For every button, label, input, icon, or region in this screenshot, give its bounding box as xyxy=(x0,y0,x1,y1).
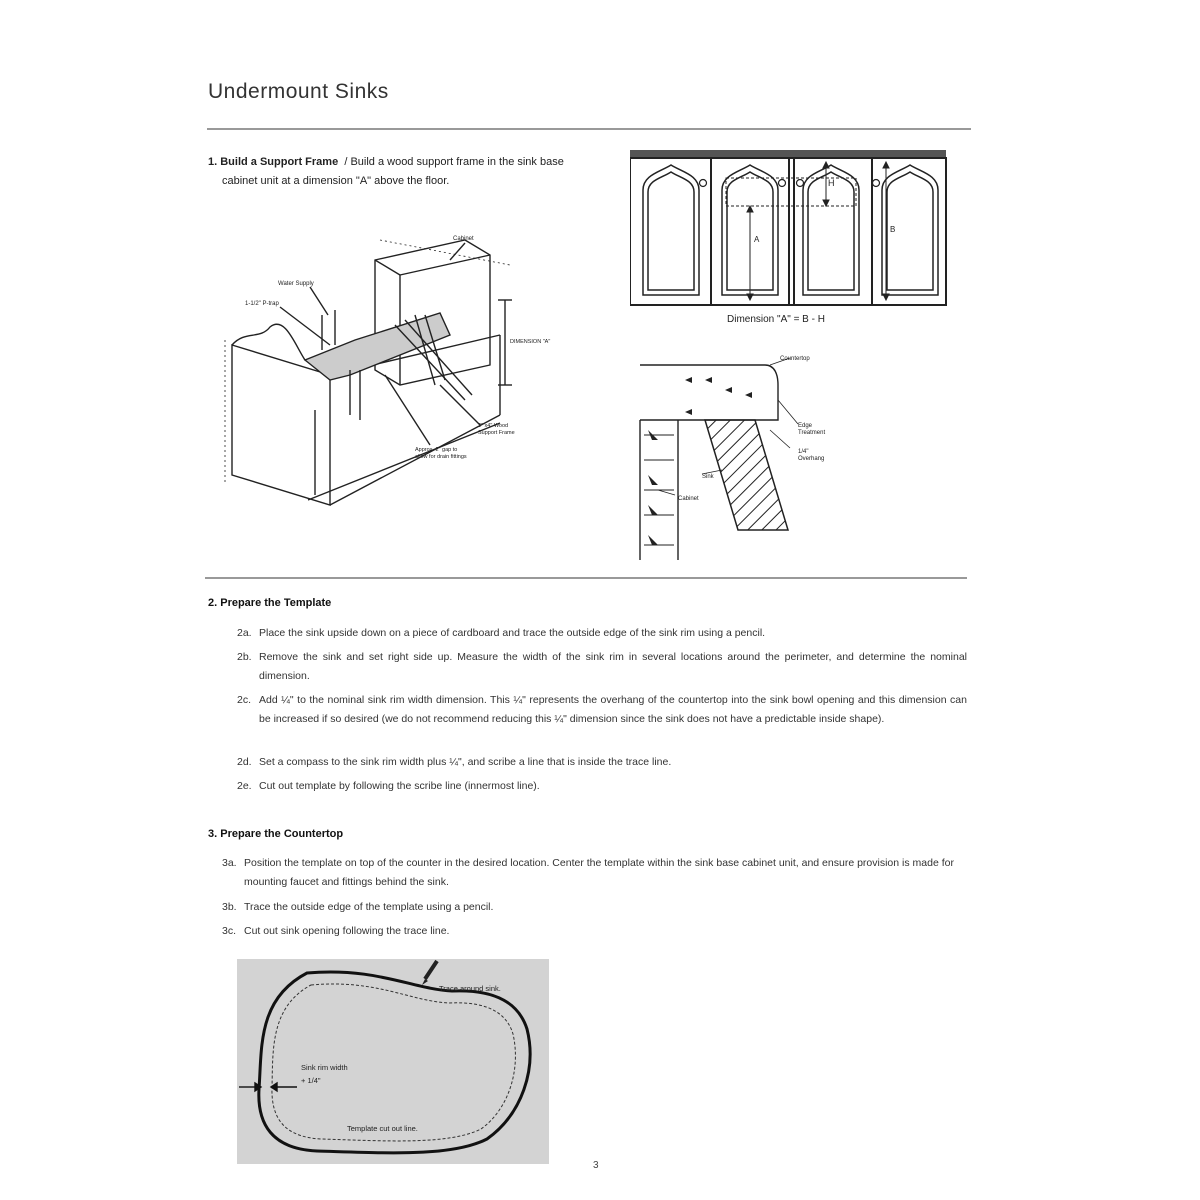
label-overhang-2: Overhang xyxy=(798,456,825,462)
step-label: 2b. xyxy=(237,651,252,663)
section1-text-line1: Build a wood support frame in the sink base xyxy=(350,156,564,168)
step-2d xyxy=(237,753,967,772)
label-edge-1: Edge xyxy=(798,423,813,429)
label-rim-width-1: Sink rim width xyxy=(301,1063,348,1072)
step-label: 2d. xyxy=(237,756,252,768)
step-text: Place the sink upside down on a piece of cardboard and trace the outside edge of the sink rim using a pencil. xyxy=(259,627,766,639)
page-number: 3 xyxy=(593,1160,599,1171)
section1-text-line2: cabinet unit at a dimension "A" above the floor. xyxy=(222,175,450,187)
label-overhang-1: 1/4" xyxy=(798,449,809,455)
step-2a xyxy=(237,624,967,643)
cabinet-elevation-diagram xyxy=(630,150,948,330)
label-fittings-2: allow for drain fittings xyxy=(415,454,467,460)
label-b: B xyxy=(890,225,896,234)
step-text: Add ¼" to the nominal sink rim width dimension. This ¼" represents the overhang of the countertop into the sink bowl opening and this dimension can be increased if so desired (we do not recommend reducing this ¼" dimension since the sink does not have a predictable inside shape). xyxy=(259,694,967,725)
section1-text xyxy=(208,153,608,191)
step-text: Set a compass to the sink rim width plus ¼", and scribe a line that is inside the trace line. xyxy=(259,756,672,768)
label-wood-frame-1: 2" x4" Wood xyxy=(478,423,509,429)
section1-separator: / xyxy=(344,156,348,168)
step-label: 3b. xyxy=(222,901,237,913)
title-divider xyxy=(207,128,971,130)
elevation-caption: Dimension "A" = B - H xyxy=(727,314,825,325)
step-3a xyxy=(222,854,954,892)
step-label: 3a. xyxy=(222,857,237,869)
step-text: Trace the outside edge of the template using a pencil. xyxy=(244,901,494,913)
step-2b xyxy=(237,648,967,686)
step-3b xyxy=(222,898,954,917)
label-wood-frame-2: Support Frame xyxy=(478,430,515,436)
step-text: Position the template on top of the counter in the desired location. Center the template within the sink base cabinet unit, and ensure provision is made for mounting faucet and fittings behind the sink. xyxy=(244,857,954,888)
label-dimension-a: DIMENSION "A" xyxy=(510,339,551,345)
step-2e xyxy=(237,777,967,796)
step-text: Cut out sink opening following the trace line. xyxy=(244,925,450,937)
label-h: H xyxy=(828,178,835,188)
label-water-supply: Water Supply xyxy=(278,281,314,287)
label-edge-2: Treatment xyxy=(798,430,826,436)
label-fittings-1: Approx. 2" gap to xyxy=(415,447,458,453)
label-trace-around: Trace around sink. xyxy=(439,984,501,993)
countertop-section-diagram xyxy=(630,350,870,565)
step-text: Remove the sink and set right side up. Measure the width of the sink rim in several locations around the perimeter, and determine the nominal dimension. xyxy=(259,651,967,682)
step-label: 2e. xyxy=(237,780,252,792)
step-label: 2a. xyxy=(237,627,252,639)
section-divider xyxy=(205,577,967,579)
label-cabinet: Cabinet xyxy=(453,236,474,242)
step-text: Cut out template by following the scribe line (innermost line). xyxy=(259,780,540,792)
label-cut-out-line: Template cut out line. xyxy=(347,1124,418,1133)
section1-heading: 1. Build a Support Frame xyxy=(208,156,339,168)
label-rim-width-2: + 1/4" xyxy=(301,1076,321,1085)
step-label: 2c. xyxy=(237,694,252,706)
support-frame-diagram xyxy=(210,215,570,515)
label-a: A xyxy=(754,235,760,244)
section3-heading: 3. Prepare the Countertop xyxy=(208,828,344,840)
label-section-cabinet: Cabinet xyxy=(678,496,699,502)
step-3c xyxy=(222,922,954,941)
page-title: Undermount Sinks xyxy=(208,80,389,103)
label-sink: Sink xyxy=(702,474,714,480)
label-countertop: Countertop xyxy=(780,356,810,362)
template-diagram xyxy=(237,959,549,1164)
label-p-trap: 1-1/2" P-trap xyxy=(245,301,279,307)
step-label: 3c. xyxy=(222,925,237,937)
section2-heading: 2. Prepare the Template xyxy=(208,597,332,609)
step-2c xyxy=(237,691,967,748)
